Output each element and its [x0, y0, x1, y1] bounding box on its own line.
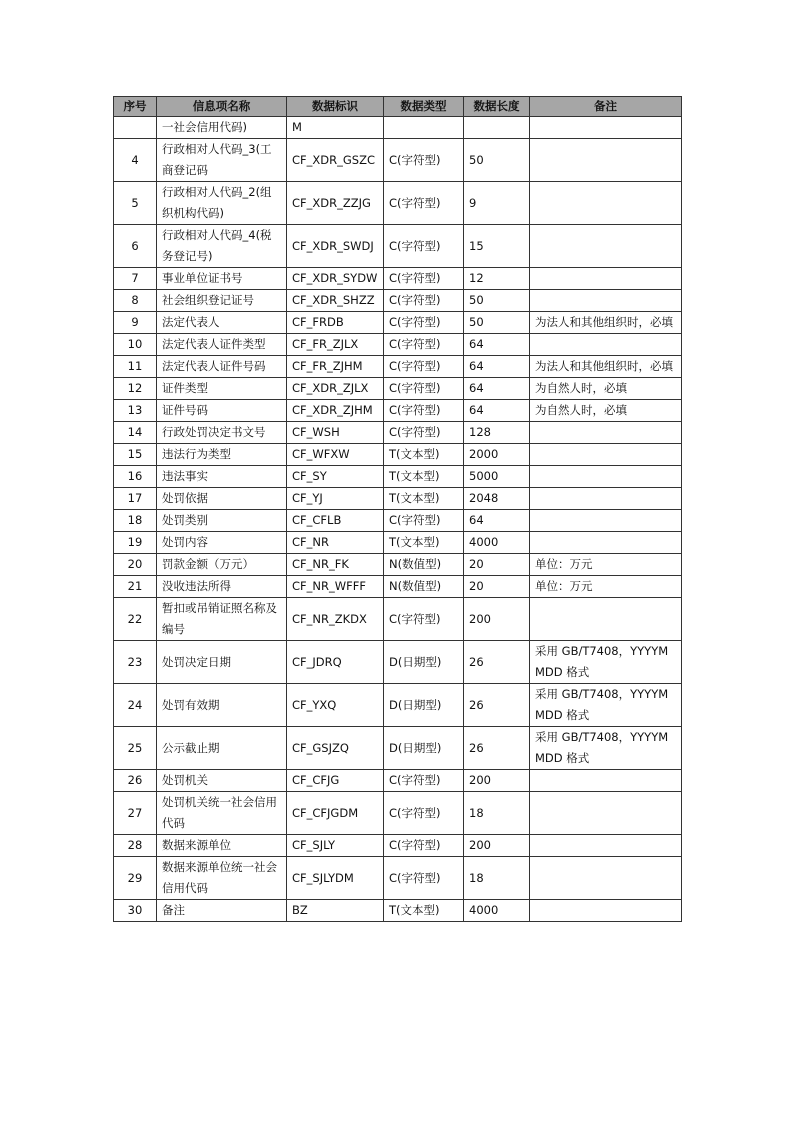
data-spec-table [113, 96, 682, 922]
table-row [114, 290, 682, 312]
table-row [114, 770, 682, 792]
table-row [114, 792, 682, 835]
cell-data-length: 20 [464, 554, 530, 576]
cell-data-type: T(文本型) [384, 466, 464, 488]
cell-item-name: 行政相对人代码_2(组织机构代码) [157, 182, 287, 225]
cell-data-type: T(文本型) [384, 444, 464, 466]
cell-serial-no: 25 [114, 727, 157, 770]
cell-serial-no: 16 [114, 466, 157, 488]
cell-remark [530, 422, 682, 444]
cell-data-id: CF_XDR_SYDW [287, 268, 384, 290]
cell-serial-no: 4 [114, 139, 157, 182]
cell-remark: 为自然人时，必填 [530, 400, 682, 422]
cell-remark: 为法人和其他组织时，必填 [530, 312, 682, 334]
cell-data-type: C(字符型) [384, 312, 464, 334]
cell-remark: 采用 GB/T7408，YYYYMMDD 格式 [530, 641, 682, 684]
cell-data-length: 5000 [464, 466, 530, 488]
cell-item-name: 罚款金额（万元） [157, 554, 287, 576]
cell-data-type: C(字符型) [384, 334, 464, 356]
table-row [114, 641, 682, 684]
table-row [114, 857, 682, 900]
cell-data-type [384, 117, 464, 139]
cell-data-length: 128 [464, 422, 530, 444]
cell-data-length: 20 [464, 576, 530, 598]
cell-data-type: D(日期型) [384, 641, 464, 684]
cell-data-id: CF_XDR_GSZC [287, 139, 384, 182]
cell-data-type: C(字符型) [384, 225, 464, 268]
cell-data-id: CF_WSH [287, 422, 384, 444]
cell-data-id: CF_SY [287, 466, 384, 488]
cell-item-name: 行政处罚决定书文号 [157, 422, 287, 444]
cell-data-id: CF_FR_ZJHM [287, 356, 384, 378]
cell-data-id: CF_XDR_ZJHM [287, 400, 384, 422]
cell-remark [530, 268, 682, 290]
cell-data-length: 26 [464, 727, 530, 770]
cell-data-type: C(字符型) [384, 857, 464, 900]
cell-item-name: 行政相对人代码_4(税务登记号) [157, 225, 287, 268]
cell-data-type: C(字符型) [384, 792, 464, 835]
cell-remark [530, 225, 682, 268]
cell-data-type: N(数值型) [384, 554, 464, 576]
cell-data-id: CF_SJLY [287, 835, 384, 857]
header-remark: 备注 [530, 97, 682, 117]
cell-data-length [464, 117, 530, 139]
cell-remark [530, 290, 682, 312]
cell-data-type: C(字符型) [384, 400, 464, 422]
cell-data-id: CF_JDRQ [287, 641, 384, 684]
cell-remark: 为法人和其他组织时，必填 [530, 356, 682, 378]
cell-serial-no: 10 [114, 334, 157, 356]
cell-data-length: 18 [464, 857, 530, 900]
cell-item-name: 行政相对人代码_3(工商登记码 [157, 139, 287, 182]
cell-data-length: 15 [464, 225, 530, 268]
cell-remark [530, 857, 682, 900]
cell-data-id: CF_NR_ZKDX [287, 598, 384, 641]
cell-item-name: 处罚类别 [157, 510, 287, 532]
cell-serial-no: 28 [114, 835, 157, 857]
cell-item-name: 违法行为类型 [157, 444, 287, 466]
cell-data-id: CF_CFJGDM [287, 792, 384, 835]
cell-remark [530, 510, 682, 532]
cell-remark [530, 900, 682, 922]
cell-data-id: CF_XDR_ZJLX [287, 378, 384, 400]
cell-serial-no: 21 [114, 576, 157, 598]
cell-data-type: C(字符型) [384, 770, 464, 792]
cell-data-type: N(数值型) [384, 576, 464, 598]
table-row [114, 422, 682, 444]
cell-data-id: CF_NR_WFFF [287, 576, 384, 598]
cell-serial-no: 26 [114, 770, 157, 792]
table-row [114, 554, 682, 576]
cell-serial-no: 17 [114, 488, 157, 510]
cell-remark [530, 488, 682, 510]
cell-data-type: D(日期型) [384, 684, 464, 727]
cell-data-id: CF_XDR_SWDJ [287, 225, 384, 268]
header-data-length: 数据长度 [464, 97, 530, 117]
cell-item-name: 数据来源单位 [157, 835, 287, 857]
cell-data-length: 200 [464, 598, 530, 641]
cell-item-name: 处罚机关统一社会信用代码 [157, 792, 287, 835]
cell-data-type: T(文本型) [384, 488, 464, 510]
cell-data-type: C(字符型) [384, 422, 464, 444]
cell-remark [530, 466, 682, 488]
cell-data-id: CF_CFJG [287, 770, 384, 792]
cell-data-id: CF_YJ [287, 488, 384, 510]
cell-serial-no: 30 [114, 900, 157, 922]
cell-data-type: C(字符型) [384, 835, 464, 857]
cell-remark [530, 792, 682, 835]
cell-serial-no: 18 [114, 510, 157, 532]
cell-remark [530, 139, 682, 182]
cell-data-length: 9 [464, 182, 530, 225]
cell-data-length: 2048 [464, 488, 530, 510]
cell-data-length: 26 [464, 641, 530, 684]
cell-data-id: M [287, 117, 384, 139]
header-data-id: 数据标识 [287, 97, 384, 117]
table-row [114, 510, 682, 532]
cell-item-name: 一社会信用代码) [157, 117, 287, 139]
cell-remark [530, 598, 682, 641]
cell-item-name: 处罚内容 [157, 532, 287, 554]
cell-data-id: CF_XDR_ZZJG [287, 182, 384, 225]
cell-serial-no: 22 [114, 598, 157, 641]
cell-remark [530, 182, 682, 225]
cell-item-name: 处罚有效期 [157, 684, 287, 727]
cell-serial-no: 20 [114, 554, 157, 576]
table-row [114, 684, 682, 727]
cell-data-id: BZ [287, 900, 384, 922]
cell-data-type: C(字符型) [384, 290, 464, 312]
cell-data-type: C(字符型) [384, 378, 464, 400]
table-row [114, 900, 682, 922]
cell-item-name: 没收违法所得 [157, 576, 287, 598]
cell-data-type: C(字符型) [384, 510, 464, 532]
cell-serial-no: 12 [114, 378, 157, 400]
cell-serial-no: 29 [114, 857, 157, 900]
cell-data-type: C(字符型) [384, 356, 464, 378]
cell-remark [530, 532, 682, 554]
cell-data-type: D(日期型) [384, 727, 464, 770]
cell-item-name: 公示截止期 [157, 727, 287, 770]
cell-data-id: CF_XDR_SHZZ [287, 290, 384, 312]
cell-serial-no: 6 [114, 225, 157, 268]
header-data-type: 数据类型 [384, 97, 464, 117]
header-serial-no: 序号 [114, 97, 157, 117]
cell-data-length: 64 [464, 400, 530, 422]
cell-item-name: 暂扣或吊销证照名称及编号 [157, 598, 287, 641]
cell-item-name: 法定代表人证件类型 [157, 334, 287, 356]
cell-data-length: 50 [464, 290, 530, 312]
cell-data-length: 4000 [464, 900, 530, 922]
table-row [114, 727, 682, 770]
cell-serial-no: 5 [114, 182, 157, 225]
cell-data-id: CF_FRDB [287, 312, 384, 334]
cell-serial-no: 8 [114, 290, 157, 312]
table-row [114, 444, 682, 466]
cell-item-name: 处罚机关 [157, 770, 287, 792]
cell-item-name: 社会组织登记证号 [157, 290, 287, 312]
cell-remark: 采用 GB/T7408，YYYYMMDD 格式 [530, 684, 682, 727]
cell-serial-no: 7 [114, 268, 157, 290]
cell-serial-no [114, 117, 157, 139]
table-row [114, 532, 682, 554]
cell-item-name: 证件类型 [157, 378, 287, 400]
cell-data-length: 4000 [464, 532, 530, 554]
cell-serial-no: 13 [114, 400, 157, 422]
table-row [114, 356, 682, 378]
cell-item-name: 事业单位证书号 [157, 268, 287, 290]
cell-serial-no: 23 [114, 641, 157, 684]
cell-serial-no: 15 [114, 444, 157, 466]
cell-data-length: 64 [464, 378, 530, 400]
cell-data-type: C(字符型) [384, 598, 464, 641]
table-row [114, 488, 682, 510]
cell-data-length: 2000 [464, 444, 530, 466]
cell-data-length: 64 [464, 510, 530, 532]
table-row [114, 835, 682, 857]
table-row [114, 378, 682, 400]
cell-data-length: 64 [464, 334, 530, 356]
table-row [114, 466, 682, 488]
cell-data-length: 26 [464, 684, 530, 727]
cell-serial-no: 14 [114, 422, 157, 444]
cell-remark: 单位：万元 [530, 576, 682, 598]
cell-data-length: 50 [464, 139, 530, 182]
table-row [114, 225, 682, 268]
cell-data-id: CF_NR [287, 532, 384, 554]
header-item-name: 信息项名称 [157, 97, 287, 117]
table-row [114, 400, 682, 422]
cell-remark: 为自然人时，必填 [530, 378, 682, 400]
cell-remark [530, 444, 682, 466]
table-row [114, 117, 682, 139]
cell-serial-no: 11 [114, 356, 157, 378]
cell-item-name: 备注 [157, 900, 287, 922]
cell-data-id: CF_NR_FK [287, 554, 384, 576]
cell-data-id: CF_FR_ZJLX [287, 334, 384, 356]
table-row [114, 312, 682, 334]
table-body [114, 117, 682, 922]
cell-item-name: 法定代表人 [157, 312, 287, 334]
cell-data-type: C(字符型) [384, 182, 464, 225]
cell-remark [530, 835, 682, 857]
cell-remark [530, 770, 682, 792]
cell-item-name: 违法事实 [157, 466, 287, 488]
table-row [114, 139, 682, 182]
cell-item-name: 数据来源单位统一社会信用代码 [157, 857, 287, 900]
cell-item-name: 证件号码 [157, 400, 287, 422]
cell-serial-no: 24 [114, 684, 157, 727]
cell-data-length: 64 [464, 356, 530, 378]
cell-serial-no: 27 [114, 792, 157, 835]
cell-data-type: T(文本型) [384, 532, 464, 554]
cell-data-length: 200 [464, 770, 530, 792]
cell-item-name: 处罚依据 [157, 488, 287, 510]
cell-remark [530, 334, 682, 356]
cell-data-length: 18 [464, 792, 530, 835]
cell-data-length: 200 [464, 835, 530, 857]
table-row [114, 182, 682, 225]
cell-data-id: CF_CFLB [287, 510, 384, 532]
cell-serial-no: 19 [114, 532, 157, 554]
cell-data-type: C(字符型) [384, 268, 464, 290]
cell-data-type: T(文本型) [384, 900, 464, 922]
table-row [114, 334, 682, 356]
cell-remark: 采用 GB/T7408，YYYYMMDD 格式 [530, 727, 682, 770]
cell-data-id: CF_GSJZQ [287, 727, 384, 770]
cell-data-length: 50 [464, 312, 530, 334]
table-row [114, 598, 682, 641]
cell-data-id: CF_SJLYDM [287, 857, 384, 900]
cell-item-name: 处罚决定日期 [157, 641, 287, 684]
cell-item-name: 法定代表人证件号码 [157, 356, 287, 378]
cell-serial-no: 9 [114, 312, 157, 334]
cell-data-type: C(字符型) [384, 139, 464, 182]
cell-data-id: CF_WFXW [287, 444, 384, 466]
table-row [114, 576, 682, 598]
cell-remark [530, 117, 682, 139]
cell-data-id: CF_YXQ [287, 684, 384, 727]
table-header-row [114, 97, 682, 117]
cell-remark: 单位：万元 [530, 554, 682, 576]
table-row [114, 268, 682, 290]
cell-data-length: 12 [464, 268, 530, 290]
